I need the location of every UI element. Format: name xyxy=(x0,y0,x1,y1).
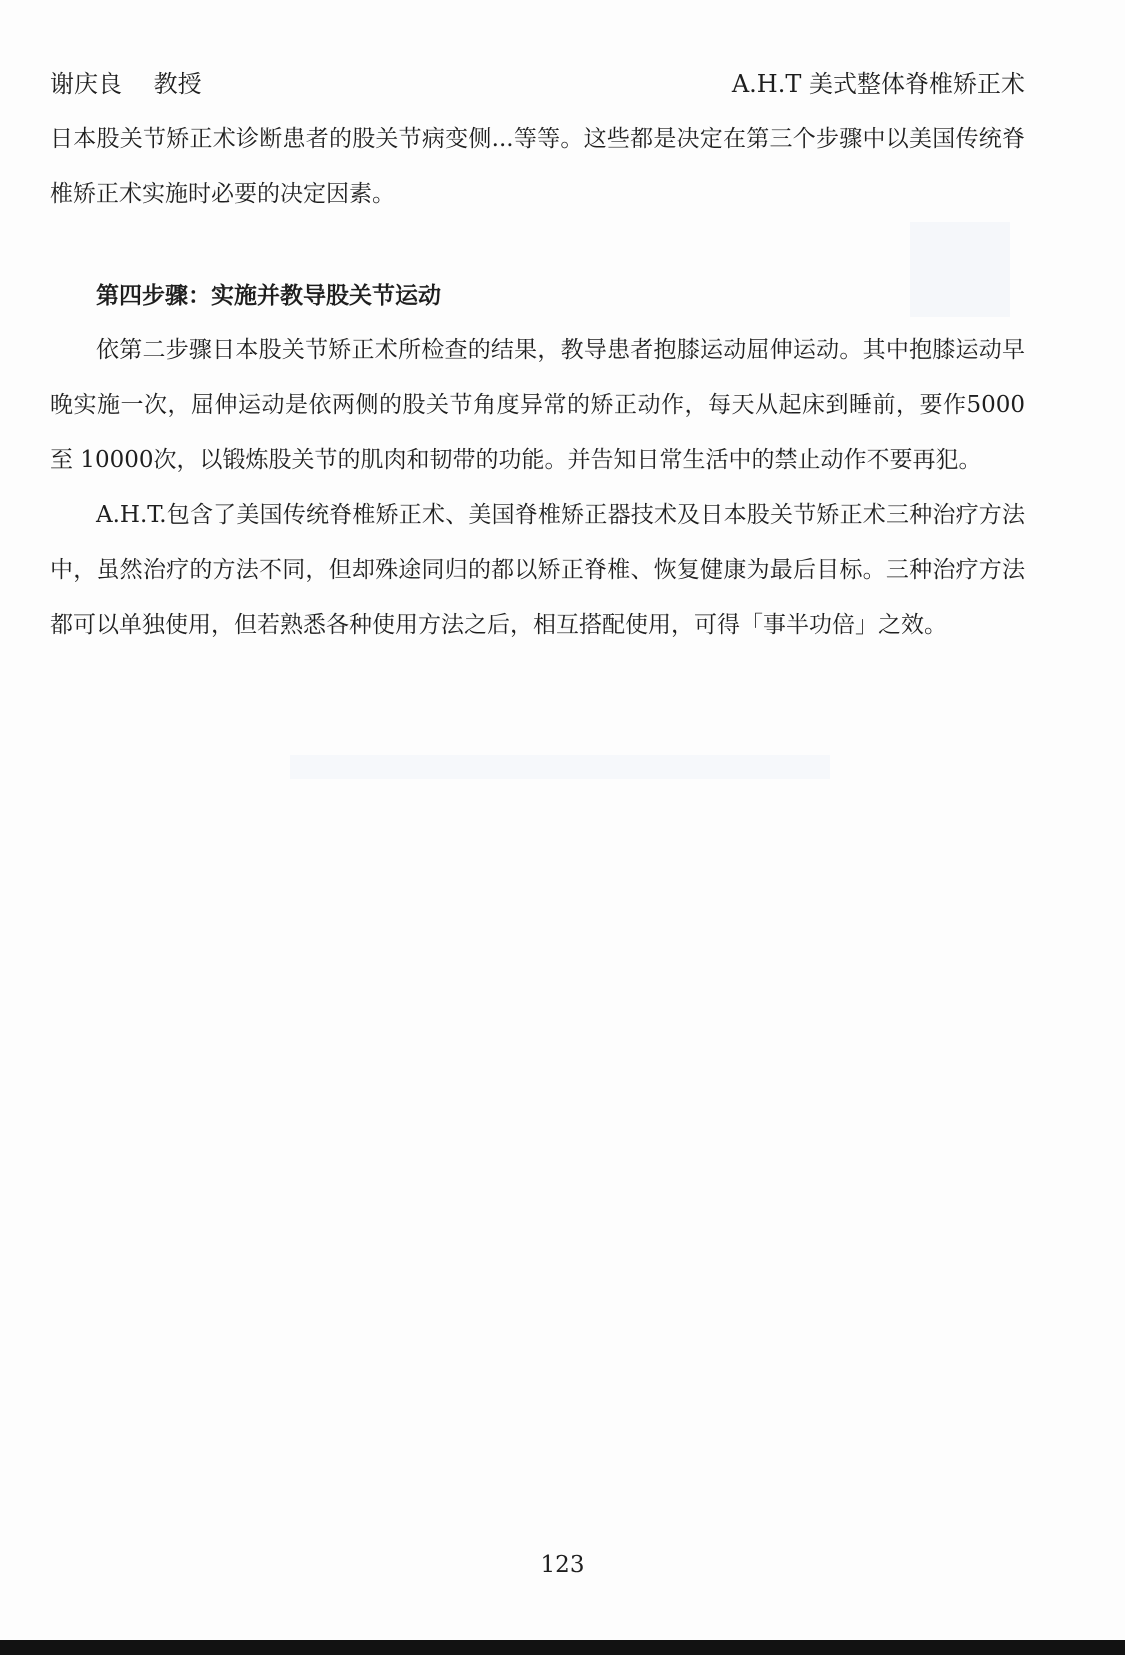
page-number: 123 xyxy=(540,1552,585,1578)
bleed-through-line xyxy=(290,755,830,779)
body-text xyxy=(50,112,1025,653)
step4-paragraph: 依第二步骤日本股关节矫正术所检查的结果，教导患者抱膝运动屈伸运动。其中抱膝运动早晚实施一次，屈伸运动是依两侧的股关节角度异常的矫正动作，每天从起床到睡前，要作5000至 10000次，以锻炼股关节的肌肉和韧带的功能。并告知日常生活中的禁止动作不要再犯。 xyxy=(50,337,1025,473)
header-book-title: A.H.T 美式整体脊椎矫正术 xyxy=(731,70,1025,98)
summary-paragraph: A.H.T.包含了美国传统脊椎矫正术、美国脊椎矫正器技术及日本股关节矫正术三种治疗方法中，虽然治疗的方法不同，但却殊途同归的都以矫正脊椎、恢复健康为最后目标。三种治疗方法都可以单独使用，但若熟悉各种使用方法之后，相互搭配使用，可得「事半功倍」之效。 xyxy=(50,502,1025,638)
scan-bottom-edge xyxy=(0,1640,1125,1655)
section-spacer xyxy=(50,222,1025,268)
continuation-paragraph: 日本股关节矫正术诊断患者的股关节病变侧...等等。这些都是决定在第三个步骤中以美国传统脊椎矫正术实施时必要的决定因素。 xyxy=(50,126,1025,207)
step4-heading: 第四步骤：实施并教导股关节运动 xyxy=(96,282,441,309)
running-header xyxy=(50,66,1025,102)
header-author: 谢庆良 教授 xyxy=(50,70,202,98)
